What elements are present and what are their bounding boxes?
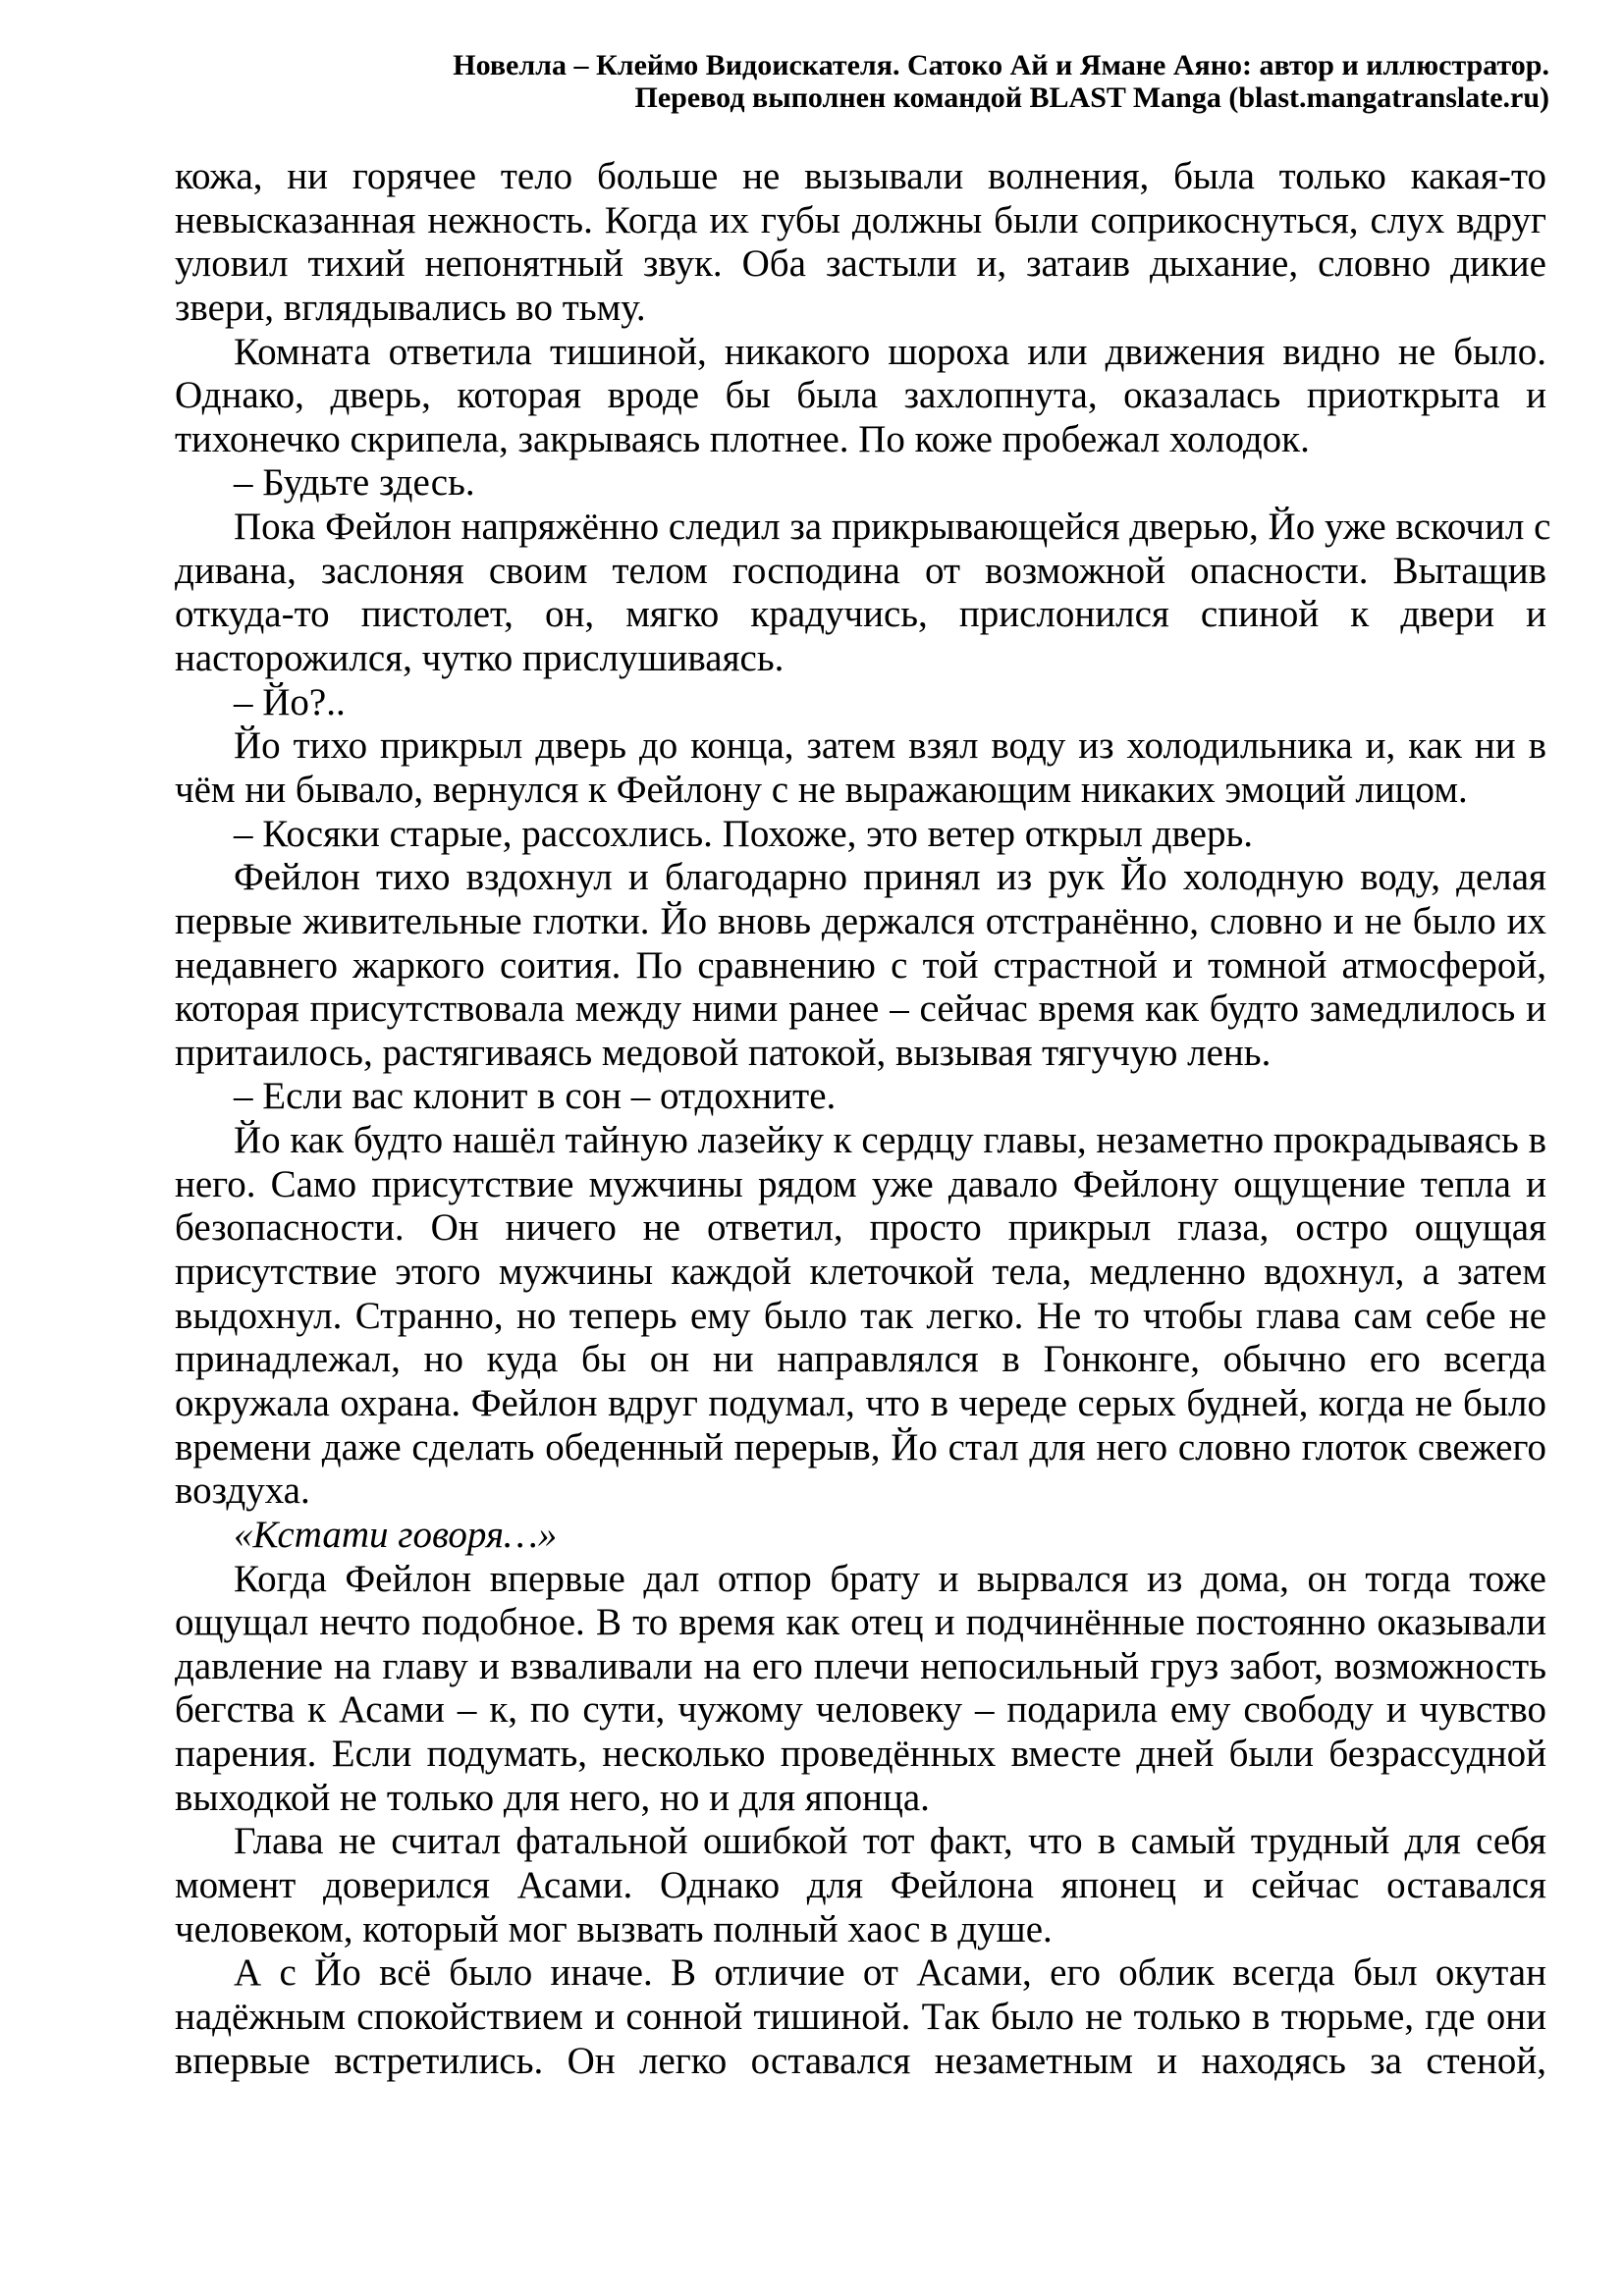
text-line: Глава не считал фатальной ошибкой тот факт, что в самый трудный для себя xyxy=(234,1820,1546,1863)
text-line: Когда Фейлон впервые дал отпор брату и вырвался из дома, он тогда тоже xyxy=(234,1557,1546,1600)
text-line: Однако, дверь, которая вроде бы была захлопнута, оказалась приоткрыта и xyxy=(175,374,1546,417)
text-line: тихонечко скрипела, закрываясь плотнее. По коже пробежал холодок. xyxy=(175,417,1310,460)
text-line: выходкой не только для него, но и для японца. xyxy=(175,1776,930,1819)
text-line: чём ни бывало, вернулся к Фейлону с не выражающим никаких эмоций лицом. xyxy=(175,768,1468,811)
text-line: которая присутствовала между ними ранее – сейчас время как будто замедлилось и xyxy=(175,988,1546,1031)
text-line: окружала охрана. Фейлон вдруг подумал, что в череде серых будней, когда не было xyxy=(175,1381,1546,1424)
text-line: А с Йо всё было иначе. В отличие от Асами, его облик всегда был окутан xyxy=(234,1951,1546,1995)
paragraph xyxy=(175,813,1546,857)
text-line: откуда-то пистолет, он, мягко крадучись, прислонился спиной к двери и xyxy=(175,593,1546,636)
text-line: времени даже сделать обеденный перерыв, Йо стал для него словно глоток свежего xyxy=(175,1425,1546,1468)
text-line: принадлежал, но куда бы он ни направлялся в Гонконге, обычно его всегда xyxy=(175,1338,1546,1381)
text-line: кожа, ни горячее тело больше не вызывали волнения, была только какая-то xyxy=(175,155,1546,197)
text-line: недавнего жаркого соития. По сравнению с той страстной и томной атмосферой, xyxy=(175,943,1546,987)
text-line: звери, вглядывались во тьму. xyxy=(175,286,646,329)
text-line: человеком, который мог вызвать полный хаос в душе. xyxy=(175,1907,1053,1950)
paragraph xyxy=(175,1558,1546,1821)
text-line: – Косяки старые, рассохлись. Похоже, это ветер открыл дверь. xyxy=(234,812,1254,855)
paragraph xyxy=(175,724,1546,812)
text-line: – Будьте здесь. xyxy=(234,461,475,505)
paragraph xyxy=(175,1075,1546,1119)
paragraph xyxy=(175,856,1546,1075)
text-line: надёжным спокойствием и сонной тишиной. Так было не только в тюрьме, где они xyxy=(175,1995,1546,2038)
text-line: Пока Фейлон напряжённо следил за прикрывающейся дверью, Йо уже вскочил с xyxy=(234,506,1551,549)
paragraph xyxy=(175,1820,1546,1951)
text-line: уловил тихий непонятный звук. Оба застыли и, затаив дыхание, словно дикие xyxy=(175,242,1546,286)
italic-paragraph xyxy=(175,1514,1546,1558)
paragraph xyxy=(175,331,1546,462)
text-line: выдохнул. Странно, но теперь ему было так легко. Не то чтобы глава сам себе не xyxy=(175,1294,1546,1337)
paragraph xyxy=(175,506,1551,681)
paragraph xyxy=(175,1951,1546,2083)
text-line: насторожился, чутко прислушиваясь. xyxy=(175,637,785,680)
text-line: давление на главу и взваливали на его плечи непосильный груз забот, возможность xyxy=(175,1644,1546,1687)
text-line: момент доверился Асами. Однако для Фейлона японец и сейчас оставался xyxy=(175,1863,1546,1906)
body-text xyxy=(175,155,1551,2083)
paragraph xyxy=(175,461,1546,506)
text-line: парения. Если подумать, несколько проведённых вместе дней были безрассудной xyxy=(175,1733,1546,1776)
text-line: Фейлон тихо вздохнул и благодарно принял из рук Йо холодную воду, делая xyxy=(234,856,1546,899)
text-line: Йо как будто нашёл тайную лазейку к сердцу главы, незаметно прокрадываясь в xyxy=(234,1119,1546,1162)
text-line: бегства к Асами – к, по сути, чужому человеку – подарила ему свободу и чувство xyxy=(175,1688,1546,1732)
text-line: первые живительные глотки. Йо вновь держался отстранённо, словно и не было их xyxy=(175,899,1546,942)
text-line: «Кстати говоря…» xyxy=(234,1513,558,1556)
text-line: впервые встретились. Он легко оставался незаметным и находясь за стеной, xyxy=(175,2039,1546,2082)
text-line: дивана, заслоняя своим телом господина от возможной опасности. Вытащив xyxy=(175,549,1546,592)
text-line: него. Само присутствие мужчины рядом уже давало Фейлону ощущение тепла и xyxy=(175,1162,1546,1205)
text-line: ощущал нечто подобное. В то время как отец и подчинённые постоянно оказывали xyxy=(175,1601,1546,1644)
text-line: присутствие этого мужчины каждой клеточкой тела, медленно вдохнул, а затем xyxy=(175,1251,1546,1294)
page-header xyxy=(273,49,1549,114)
paragraph xyxy=(175,1119,1546,1514)
header-title-line: Новелла – Клеймо Видоискателя. Сатоко Ай и Ямане Аяно: автор и иллюстратор. xyxy=(453,49,1549,81)
text-line: – Если вас клонит в сон – отдохните. xyxy=(234,1075,837,1118)
header-credits-line: Перевод выполнен командой BLAST Manga (blast.mangatranslate.ru) xyxy=(634,81,1549,114)
paragraph xyxy=(175,155,1546,331)
text-line: Йо тихо прикрыл дверь до конца, затем взял воду из холодильника и, как ни в xyxy=(234,724,1546,768)
text-line: воздуха. xyxy=(175,1469,310,1513)
text-line: безопасности. Он ничего не ответил, просто прикрыл глаза, остро ощущая xyxy=(175,1206,1546,1250)
paragraph xyxy=(175,681,1546,725)
text-line: – Йо?.. xyxy=(234,680,346,723)
text-line: Комната ответила тишиной, никакого шороха или движения видно не было. xyxy=(234,330,1546,373)
text-line: притаилось, растягиваясь медовой патокой, вызывая тягучую лень. xyxy=(175,1031,1272,1074)
text-line: невысказанная нежность. Когда их губы должны были соприкоснуться, слух вдруг xyxy=(175,198,1546,241)
